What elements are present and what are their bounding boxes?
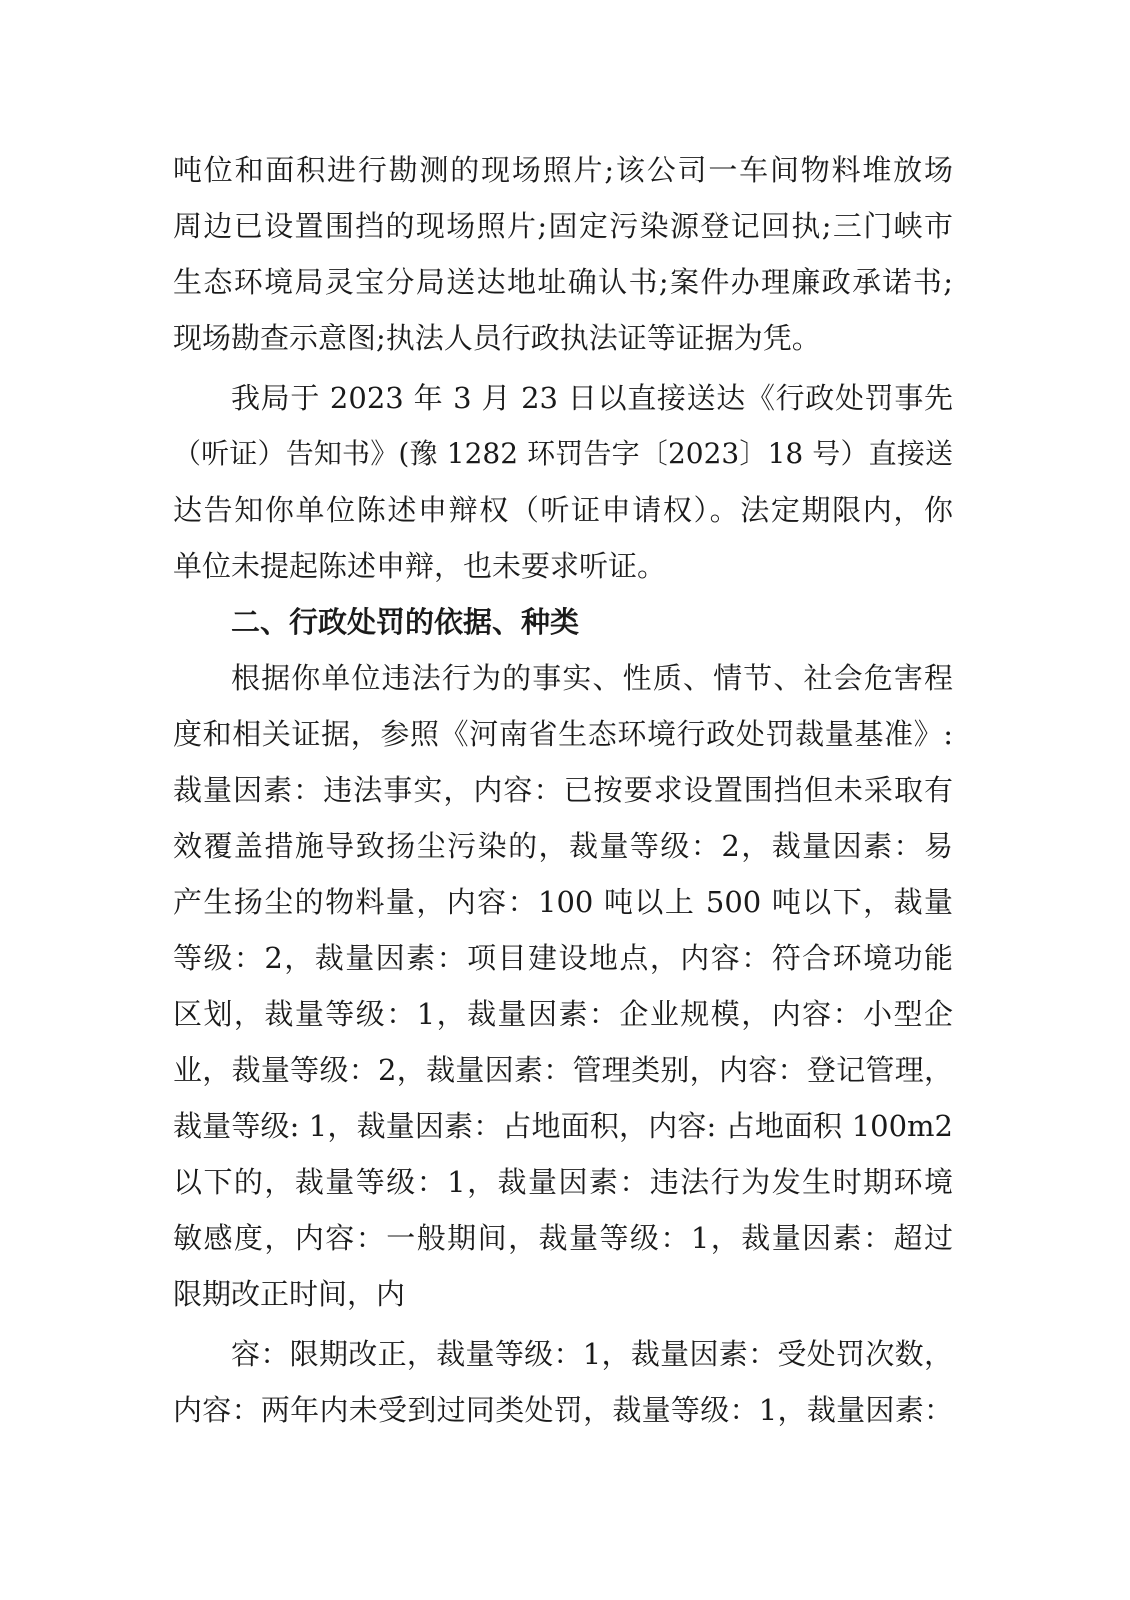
section-heading: 二、行政处罚的依据、种类 xyxy=(231,605,580,639)
paragraph-line: 以下的，裁量等级：1，裁量因素：违法行为发生时期环境 xyxy=(173,1165,953,1199)
paragraph-line: 敏感度，内容：一般期间，裁量等级：1，裁量因素：超过 xyxy=(173,1221,953,1255)
paragraph-line: 根据你单位违法行为的事实、性质、情节、社会危害程 xyxy=(231,661,953,695)
paragraph-line: 限期改正时间，内 xyxy=(173,1277,406,1311)
paragraph-line: 效覆盖措施导致扬尘污染的，裁量等级：2，裁量因素：易 xyxy=(173,829,953,863)
paragraph-line: 现场勘查示意图;执法人员行政执法证等证据为凭。 xyxy=(173,321,821,355)
paragraph-line: 生态环境局灵宝分局送达地址确认书;案件办理廉政承诺书; xyxy=(173,265,953,299)
paragraph-line: 产生扬尘的物料量，内容：100 吨以上 500 吨以下，裁量 xyxy=(173,885,953,919)
paragraph-line: 单位未提起陈述申辩，也未要求听证。 xyxy=(173,549,667,583)
paragraph-line: 等级：2，裁量因素：项目建设地点，内容：符合环境功能 xyxy=(173,941,953,975)
paragraph-line: 达告知你单位陈述申辩权（听证申请权）。法定期限内，你 xyxy=(173,493,953,527)
paragraph-line: （听证）告知书》(豫 1282 环罚告字〔2023〕18 号）直接送 xyxy=(173,437,953,470)
paragraph-line: 裁量因素：违法事实，内容：已按要求设置围挡但未采取有 xyxy=(173,773,953,807)
paragraph-line: 区划，裁量等级：1，裁量因素：企业规模，内容：小型企 xyxy=(173,997,953,1031)
paragraph-line: 内容：两年内未受到过同类处罚，裁量等级：1，裁量因素： xyxy=(173,1393,953,1427)
paragraph-line: 容：限期改正，裁量等级：1，裁量因素：受处罚次数， xyxy=(231,1337,953,1371)
paragraph-line: 度和相关证据，参照《河南省生态环境行政处罚裁量基准》: xyxy=(173,717,953,751)
paragraph-line: 裁量等级: 1，裁量因素：占地面积，内容: 占地面积 100m2 xyxy=(173,1109,953,1143)
paragraph-line: 业，裁量等级：2，裁量因素：管理类别，内容：登记管理， xyxy=(173,1053,953,1087)
paragraph-line: 我局于 2023 年 3 月 23 日以直接送达《行政处罚事先 xyxy=(231,381,953,415)
paragraph-line: 周边已设置围挡的现场照片;固定污染源登记回执;三门峡市 xyxy=(173,209,953,243)
paragraph-line: 吨位和面积进行勘测的现场照片;该公司一车间物料堆放场 xyxy=(173,153,953,187)
